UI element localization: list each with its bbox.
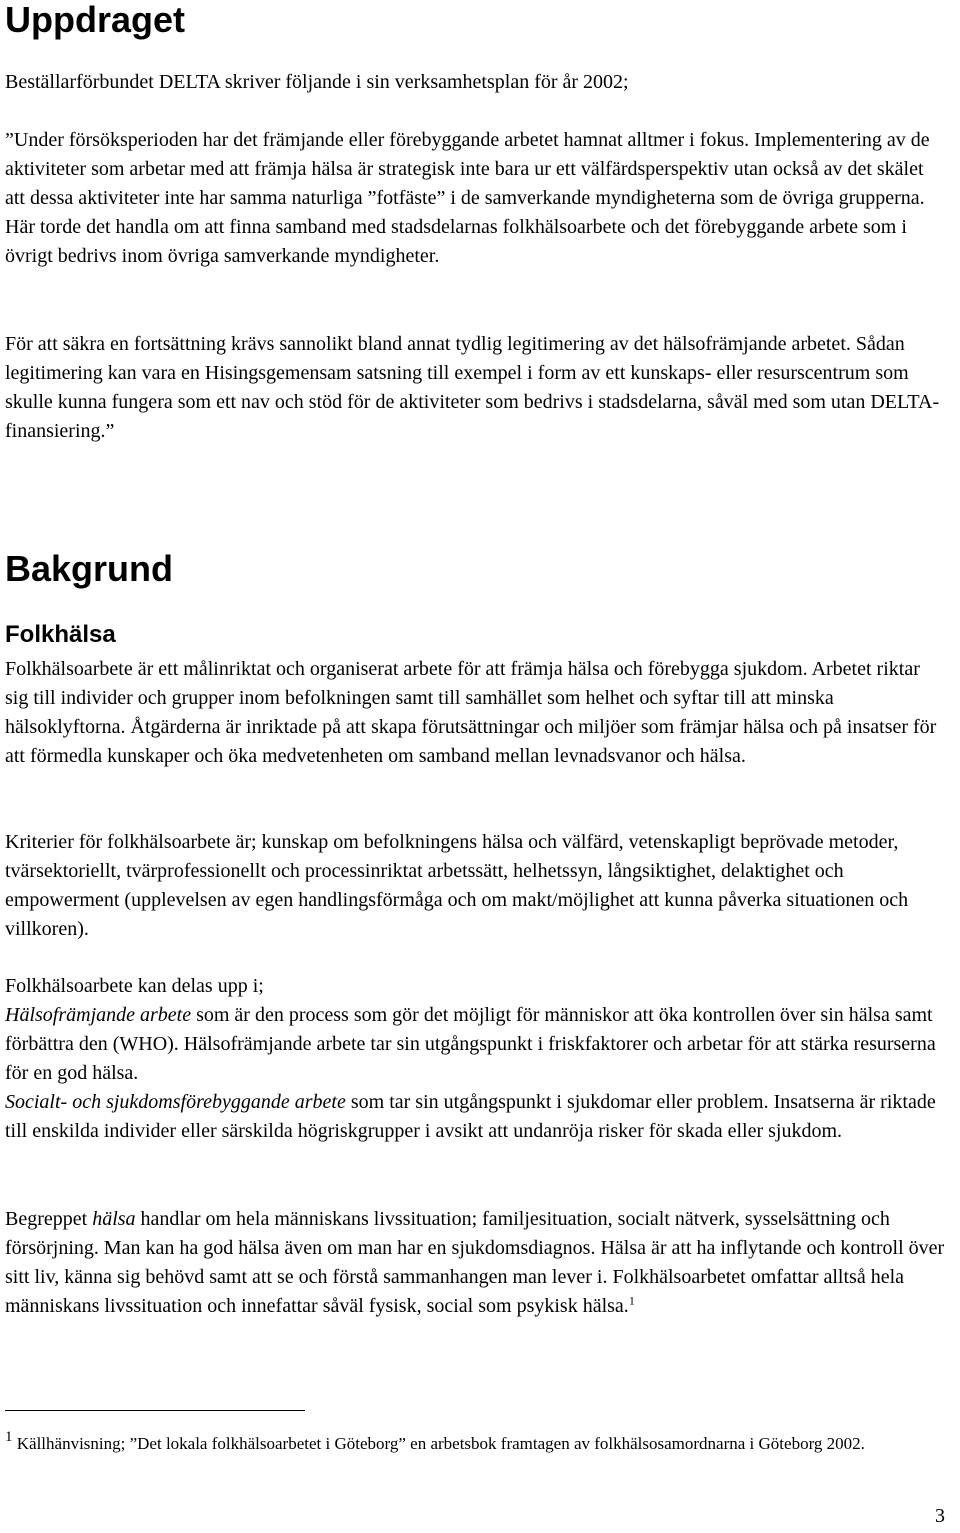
text-halsoframjande: som är den process som gör det möjligt för människor att öka kontrollen över sin hälsa samt förbättra den (WHO). Hälsofrämjande arbete tar sin utgångspunkt i friskfaktorer och arbetar för att stärka resurserna för en god hälsa.: [5, 1004, 936, 1084]
term-halsoframjande: Hälsofrämjande arbete: [5, 1004, 192, 1026]
paragraph-lead: Folkhälsoarbete kan delas upp i;: [5, 975, 264, 997]
footnote-divider: [5, 1410, 305, 1411]
paragraph-begreppet-halsa: [5, 1205, 945, 1321]
footnote-reference[interactable]: 1: [628, 1293, 635, 1308]
intro-paragraph: Beställarförbundet DELTA skriver följande i sin verksamhetsplan för år 2002;: [5, 71, 629, 93]
text-halsa-definition: handlar om hela människans livssituation; familjesituation, socialt nätverk, sysselsättning och försörjning. Man kan ha god hälsa även om man har en sjukdomsdiagnos. Hälsa är att ha inflytande och kontroll över sitt liv, känna sig behövd samt att se och förstå sammanhangen man lever i. Folkhälsoarbetet omfattar alltså hela människans livssituation och innefattar såväl fysisk, social som psykisk hälsa.: [5, 1208, 945, 1317]
quote-paragraph-2: För att säkra en fortsättning krävs sannolikt bland annat tydlig legitimering av det hälsofrämjande arbetet. Sådan legitimering kan vara en Hisingsgemensam satsning till exempel i form av ett kunskaps- eller resurscentrum som skulle kunna fungera som ett nav och stöd för de aktiviteter som bedrivs i stadsdelarna, såväl med som utan DELTA-finansiering.”: [5, 333, 940, 442]
text-forebyggande: som tar sin utgångspunkt i sjukdomar eller problem. Insatserna är riktade till enskilda individer eller särskilda högriskgrupper i avsikt att undanröja risker för skada eller sjukdom.: [5, 1091, 936, 1142]
subsection-title-folkhalsa: Folkhälsa: [5, 621, 116, 648]
text-begreppet: Begreppet: [5, 1208, 93, 1230]
footnote-text: Källhänvisning; ”Det lokala folkhälsoarbetet i Göteborg” en arbetsbok framtagen av folkhälsosamordnarna i Göteborg 2002.: [16, 1434, 865, 1453]
section-title-bakgrund: Bakgrund: [5, 548, 174, 589]
section-title-uppdraget: Uppdraget: [5, 0, 185, 40]
term-forebyggande: Socialt- och sjukdomsförebyggande arbete: [5, 1091, 346, 1113]
page-number: 3: [935, 1505, 945, 1527]
paragraph-kriterier: Kriterier för folkhälsoarbete är; kunskap om befolkningens hälsa och välfärd, vetenskapligt beprövade metoder, tvärsektoriellt, tvärprofessionellt och processinriktat arbetssätt, helhetssyn, långsiktighet, delaktighet och empowerment (upplevelsen av egen handlingsförmåga och om makt/möjlighet att kunna påverka situationen och villkoren).: [5, 831, 909, 940]
quote-paragraph-1: ”Under försöksperioden har det främjande eller förebyggande arbetet hamnat alltmer i fokus. Implementering av de aktiviteter som arbetar med att främja hälsa är strategisk inte bara ur ett välfärdsperspektiv utan också av det skälet att dessa aktiviteter inte har samma naturliga ”fotfäste” i de samverkande myndigheterna som de övriga grupperna. Här torde det handla om att finna samband med stadsdelarnas folkhälsoarbete och det förebyggande arbete som i övrigt bedrivs inom övriga samverkande myndigheter.: [5, 129, 930, 267]
paragraph-delas-upp: [5, 972, 945, 1146]
paragraph-folkhalsoarbete: Folkhälsoarbete är ett målinriktat och organiserat arbete för att främja hälsa och förebygga sjukdom. Arbetet riktar sig till individer och grupper inom befolkningen samt till samhället som helhet och syftar till att minska hälsoklyftorna. Åtgärderna är inriktade på att skapa förutsättningar och miljöer som främjar hälsa och på insatser för att förmedla kunskaper och öka medvetenheten om samband mellan levnadsvanor och hälsa.: [5, 658, 937, 767]
footnote-marker: 1: [5, 1429, 13, 1445]
term-halsa: hälsa: [92, 1208, 136, 1230]
footnote: [5, 1424, 865, 1457]
